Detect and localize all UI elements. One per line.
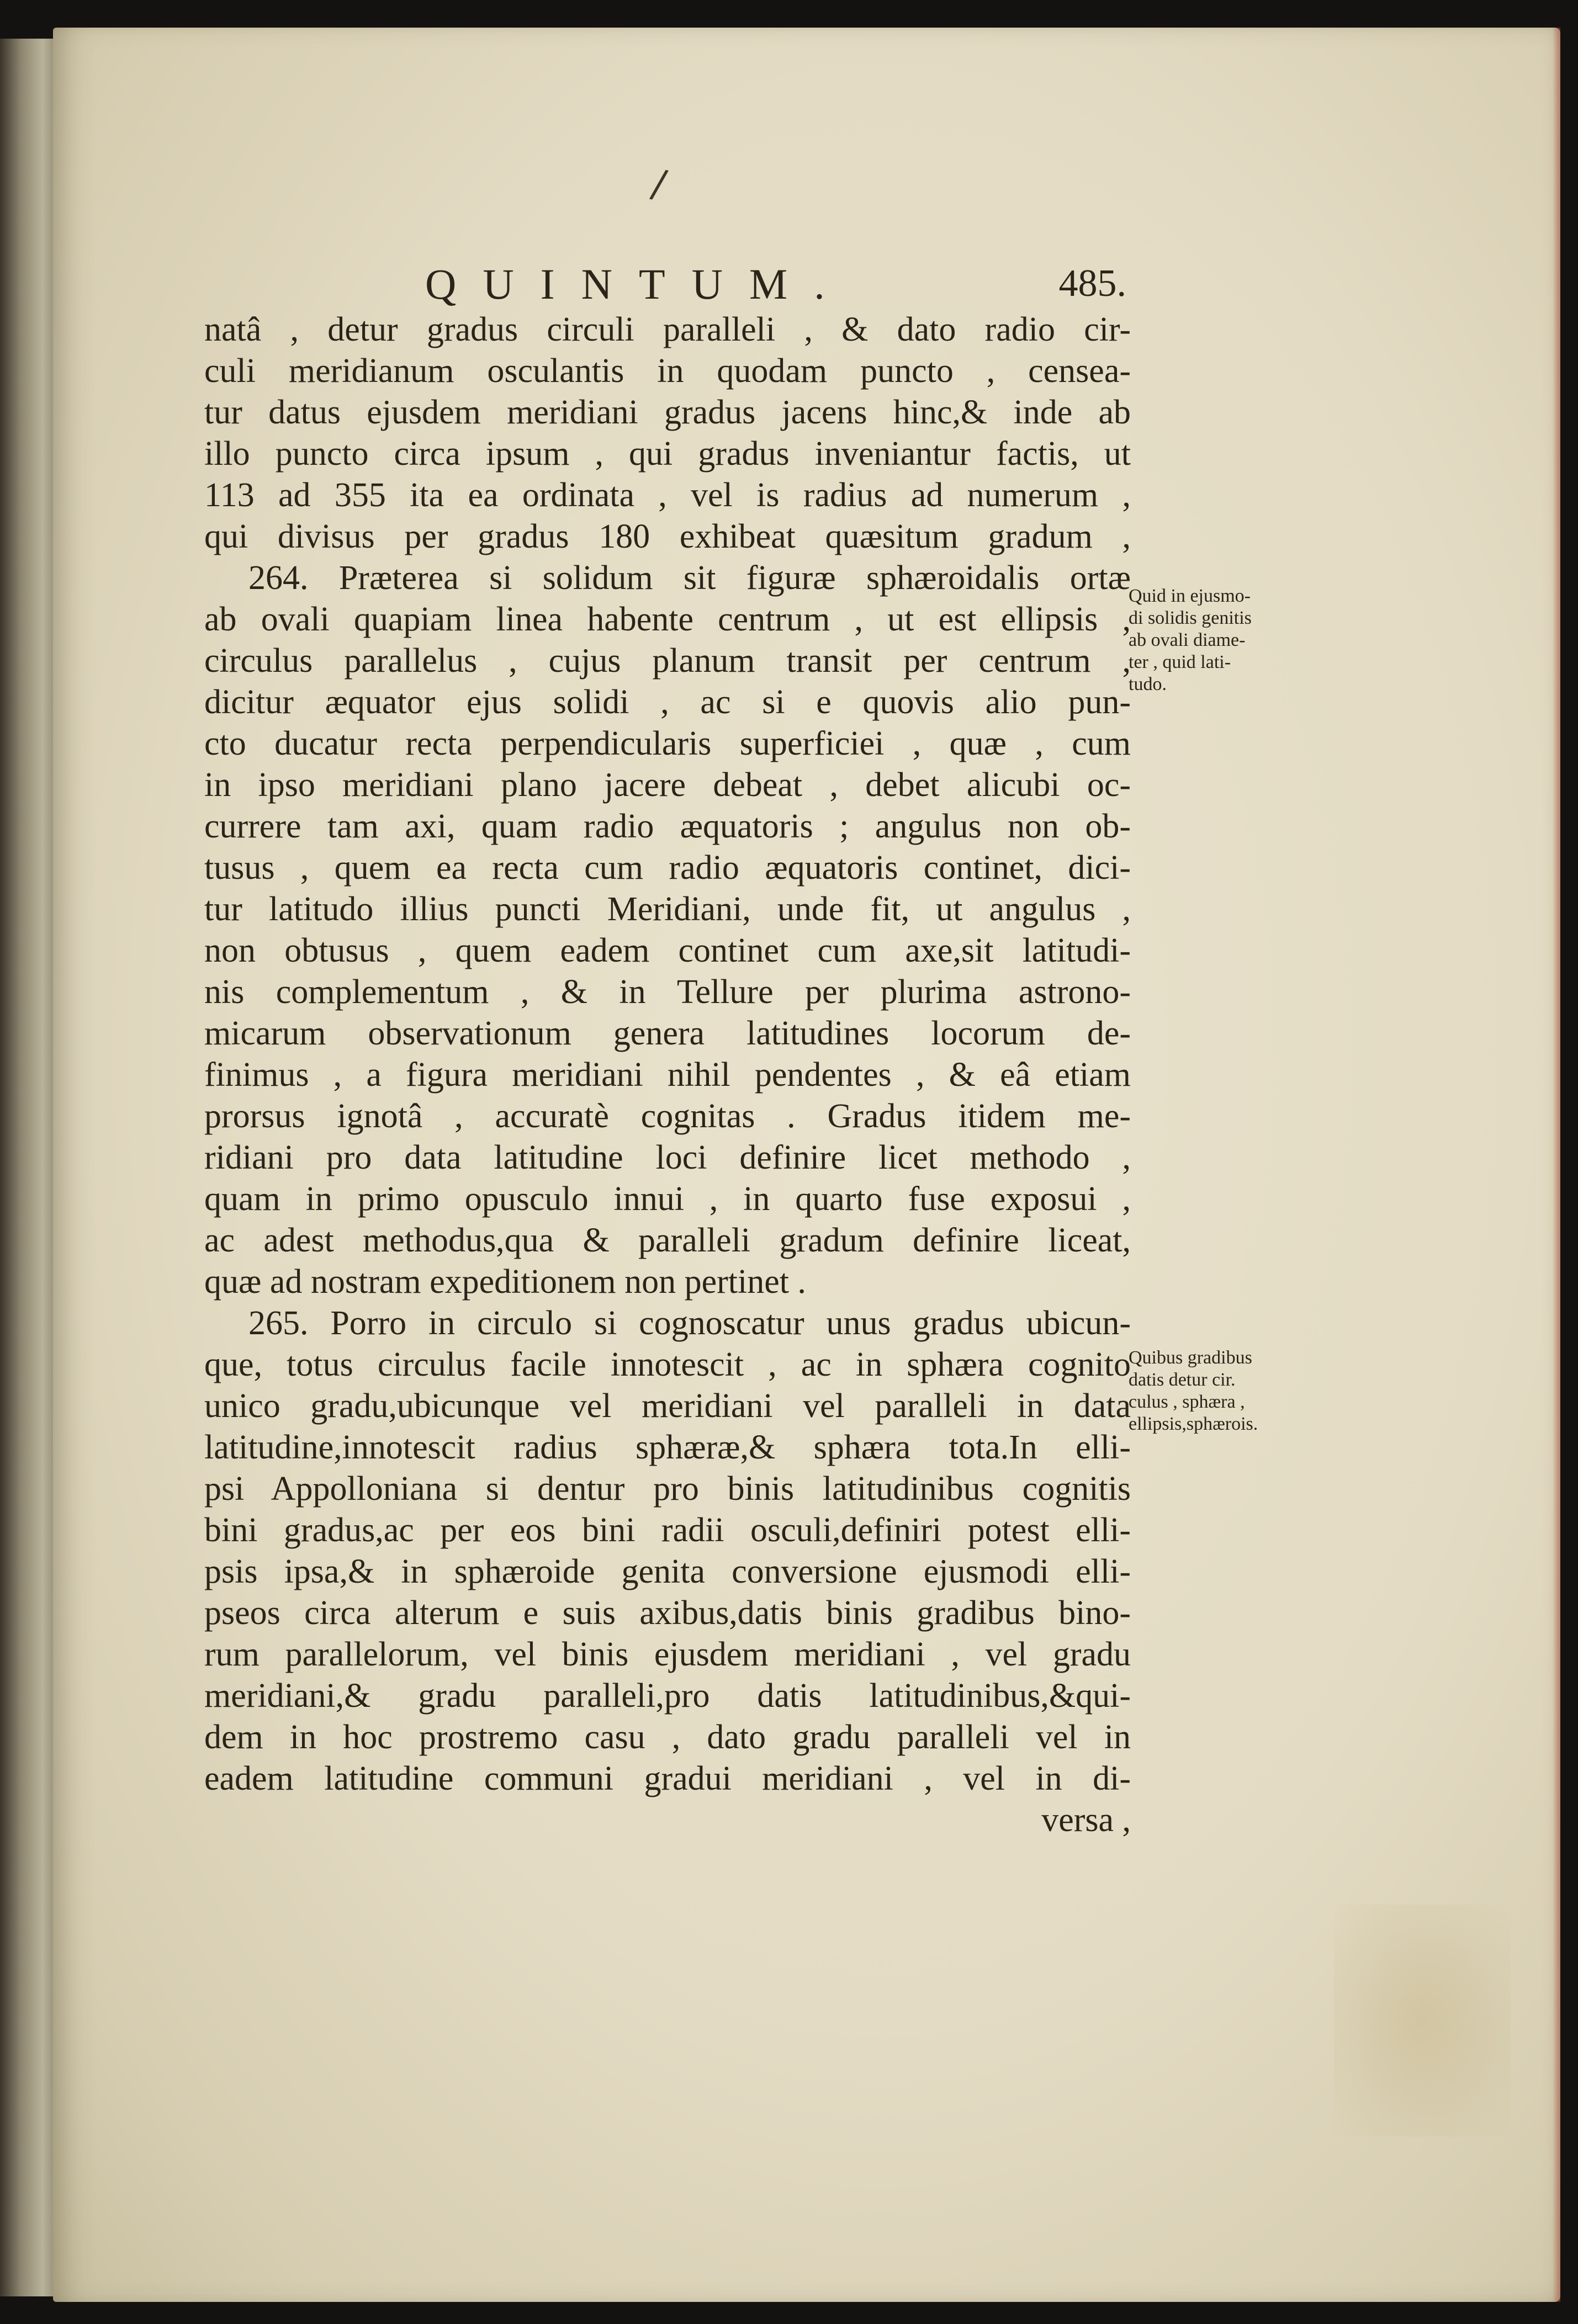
text-line: meridiani,& gradu paralleli,pro datis latitudinibus,&qui- bbox=[204, 1677, 1131, 1715]
marginal-note-line: di solidis genitis bbox=[1129, 608, 1252, 628]
marginal-note-1 bbox=[1129, 585, 1311, 696]
text-line: finimus , a figura meridiani nihil pendentes , & eâ etiam bbox=[204, 1056, 1131, 1094]
text-line: bini gradus,ac per eos bini radii osculi,definiri potest elli- bbox=[204, 1511, 1131, 1549]
text-line: psis ipsa,& in sphæroide genita conversione ejusmodi elli- bbox=[204, 1553, 1131, 1590]
marginal-note-line: culus , sphæra , bbox=[1129, 1392, 1245, 1412]
text-line: prorsus ignotâ , accuratè cognitas . Gradus itidem me- bbox=[204, 1097, 1131, 1135]
text-line: ridiani pro data latitudine loci definire licet methodo , bbox=[204, 1139, 1131, 1176]
text-line: culi meridianum osculantis in quodam puncto , censea- bbox=[204, 352, 1131, 390]
paragraph-265-start: 265. Porro in circulo si cognoscatur unus gradus ubicun- bbox=[248, 1304, 1131, 1342]
page-header bbox=[425, 259, 1126, 309]
text-line: currere tam axi, quam radio æquatoris ; angulus non ob- bbox=[204, 808, 1131, 845]
text-line: unico gradu,ubicunque vel meridiani vel paralleli in data bbox=[204, 1387, 1131, 1425]
paragraph-264-start: 264. Præterea si solidum sit figuræ sphæroidalis ortæ bbox=[248, 559, 1131, 597]
marginal-note-2 bbox=[1129, 1347, 1311, 1435]
text-line: tur latitudo illius puncti Meridiani, unde fit, ut angulus , bbox=[204, 890, 1131, 928]
marginal-note-line: Quibus gradibus bbox=[1129, 1347, 1252, 1368]
text-line: psi Appolloniana si dentur pro binis latitudinibus cognitis bbox=[204, 1470, 1131, 1508]
text-line: latitudine,innotescit radius sphæræ,& sphæra tota.In elli- bbox=[204, 1429, 1131, 1466]
paper-stain bbox=[1334, 1904, 1511, 2136]
text-line: natâ , detur gradus circuli paralleli , & dato radio cir- bbox=[204, 311, 1131, 348]
text-line: que, totus circulus facile innotescit , ac in sphæra cognito bbox=[204, 1346, 1131, 1383]
text-line: non obtusus , quem eadem continet cum axe,sit latitudi- bbox=[204, 932, 1131, 969]
text-line: 113 ad 355 ita ea ordinata , vel is radius ad numerum , bbox=[204, 476, 1131, 514]
text-line: illo puncto circa ipsum , qui gradus inveniantur factis, ut bbox=[204, 435, 1131, 473]
catchword: versa , bbox=[1041, 1801, 1131, 1839]
text-line: in ipso meridiani plano jacere debeat , debet alicubi oc- bbox=[204, 766, 1131, 804]
text-line: tur datus ejusdem meridiani gradus jacens hinc,& inde ab bbox=[204, 394, 1131, 431]
text-line: micarum observationum genera latitudines locorum de- bbox=[204, 1015, 1131, 1052]
text-line: dicitur æquator ejus solidi , ac si e quovis alio pun- bbox=[204, 683, 1131, 721]
text-line: cto ducatur recta perpendicularis superficiei , quæ , cum bbox=[204, 725, 1131, 762]
body-text bbox=[204, 309, 1131, 1841]
text-line: ac adest methodus,qua & paralleli gradum definire liceat, bbox=[204, 1222, 1131, 1259]
text-line: quam in primo opusculo innui , in quarto fuse exposui , bbox=[204, 1180, 1131, 1218]
page-number: 485. bbox=[1058, 262, 1126, 305]
marginal-note-line: ellipsis,sphærois. bbox=[1129, 1414, 1258, 1434]
text-line: nis complementum , & in Tellure per plurima astrono- bbox=[204, 973, 1131, 1011]
text-line: pseos circa alterum e suis axibus,datis binis gradibus bino- bbox=[204, 1594, 1131, 1632]
marginal-note-line: ter , quid lati- bbox=[1129, 652, 1231, 672]
text-line: circulus parallelus , cujus planum transit per centrum , bbox=[204, 642, 1131, 680]
marginal-note-line: ab ovali diame- bbox=[1129, 630, 1246, 650]
stray-ink-mark: / bbox=[648, 160, 670, 208]
text-line: dem in hoc prostremo casu , dato gradu paralleli vel in bbox=[204, 1718, 1131, 1756]
text-line: rum parallelorum, vel binis ejusdem meridiani , vel gradu bbox=[204, 1636, 1131, 1673]
text-line: tusus , quem ea recta cum radio æquatoris continet, dici- bbox=[204, 849, 1131, 887]
text-line: quæ ad nostram expeditionem non pertinet . bbox=[204, 1263, 806, 1301]
marginal-note-line: tudo. bbox=[1129, 674, 1167, 694]
text-line: ab ovali quapiam linea habente centrum , ut est ellipsis , bbox=[204, 601, 1131, 638]
running-title: QUINTUM. bbox=[425, 260, 851, 308]
marginal-note-line: Quid in ejusmo- bbox=[1129, 586, 1251, 606]
text-line: eadem latitudine communi gradui meridiani , vel in di- bbox=[204, 1760, 1131, 1797]
red-page-edge bbox=[1553, 28, 1560, 2302]
text-line: qui divisus per gradus 180 exhibeat quæsitum gradum , bbox=[204, 518, 1131, 555]
marginal-note-line: datis detur cir. bbox=[1129, 1370, 1236, 1390]
